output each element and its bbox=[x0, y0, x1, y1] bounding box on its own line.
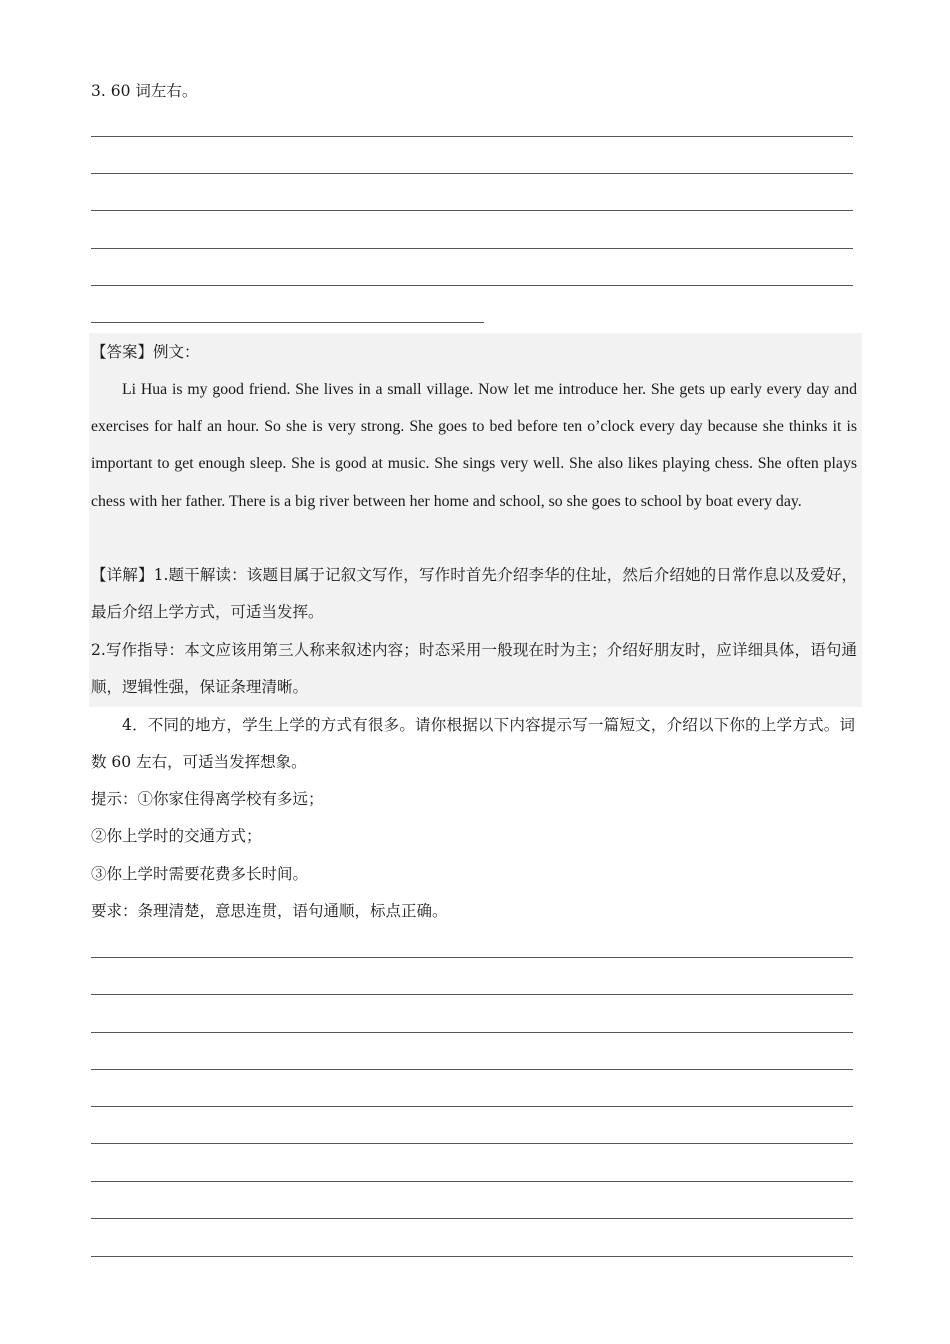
hint-3: ③你上学时需要花费多长时间。 bbox=[91, 865, 309, 883]
explanation-point-1: 【详解】1.题干解读：该题目属于记叙文写作，写作时首先介绍李华的住址，然后介绍她的日常作息以及爱好，最后介绍上学方式，可适当发挥。 bbox=[91, 566, 857, 622]
writing-line bbox=[91, 1143, 853, 1144]
question-4-prompt: 4．不同的地方，学生上学的方式有很多。请你根据以下内容提示写一篇短文，介绍以下你的上学方式。词数 60 左右，可适当发挥想象。 bbox=[91, 716, 855, 771]
writing-line bbox=[91, 285, 853, 286]
explanation-point-2: 2.写作指导：本文应该用第三人称来叙述内容；时态采用一般现在时为主；介绍好朋友时，应详细具体，语句通顺，逻辑性强，保证条理清晰。 bbox=[91, 641, 857, 697]
writing-line-short bbox=[91, 322, 484, 323]
writing-line bbox=[91, 1181, 853, 1182]
writing-line bbox=[91, 210, 853, 211]
writing-line bbox=[91, 136, 853, 137]
hint-1: 提示：①你家住得离学校有多远； bbox=[91, 790, 324, 808]
writing-line bbox=[91, 1218, 853, 1219]
sample-essay: Li Hua is my good friend. She lives in a small village. Now let me introduce her. She gets up early every day and exercises for half an hour. So she is very strong. She goes to bed before ten o’clock every day because she thinks it is important to get enough sleep. She is good at music. She sings very well. She also likes playing chess. She often plays chess with her father. There is a big river between her home and school, so she goes to school by boat every day. bbox=[91, 381, 857, 510]
writing-line bbox=[91, 1106, 853, 1107]
answer-label: 【答案】例文： bbox=[91, 343, 200, 361]
writing-line bbox=[91, 173, 853, 174]
writing-line bbox=[91, 1256, 853, 1257]
writing-line bbox=[91, 957, 853, 958]
requirement-word-count: 3. 60 词左右。 bbox=[91, 82, 198, 100]
requirements: 要求：条理清楚，意思连贯，语句通顺，标点正确。 bbox=[91, 902, 448, 920]
writing-line bbox=[91, 248, 853, 249]
hint-2: ②你上学时的交通方式； bbox=[91, 827, 262, 845]
writing-line bbox=[91, 994, 853, 995]
writing-line bbox=[91, 1069, 853, 1070]
writing-line bbox=[91, 1032, 853, 1033]
